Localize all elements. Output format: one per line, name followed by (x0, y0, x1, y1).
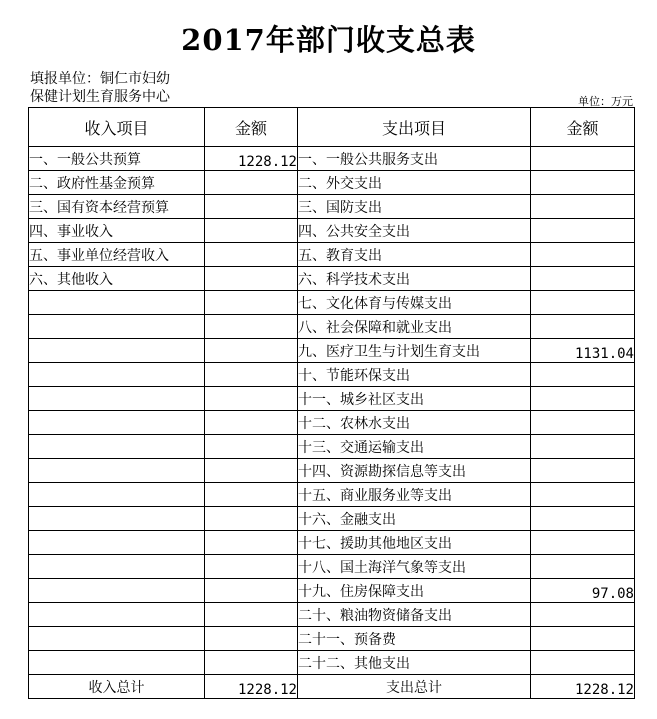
table-row (29, 195, 635, 219)
income-amount-cell (205, 291, 298, 315)
expense-amount-cell (531, 507, 635, 531)
table-row (29, 387, 635, 411)
income-item-cell (29, 315, 205, 339)
income-item-cell: 一、一般公共预算 (29, 147, 205, 171)
income-item-cell: 六、其他收入 (29, 267, 205, 291)
page-title: 2017年部门收支总表 (181, 23, 476, 57)
reporting-unit (30, 70, 170, 106)
income-item-cell (29, 291, 205, 315)
table-row (29, 219, 635, 243)
expense-total-label: 支出总计 (298, 675, 531, 699)
expense-amount-cell (531, 267, 635, 291)
expense-total-amount: 1228.12 (531, 675, 635, 699)
income-item-cell: 三、国有资本经营预算 (29, 195, 205, 219)
income-amount-cell: 1228.12 (205, 147, 298, 171)
income-item-cell (29, 459, 205, 483)
income-amount-cell (205, 435, 298, 459)
income-item-cell: 二、政府性基金预算 (29, 171, 205, 195)
table-body (29, 147, 635, 675)
income-amount-cell (205, 267, 298, 291)
expense-amount-cell (531, 315, 635, 339)
income-item-cell (29, 603, 205, 627)
table-row (29, 315, 635, 339)
income-amount-cell (205, 315, 298, 339)
table-row (29, 507, 635, 531)
expense-item-cell: 三、国防支出 (298, 195, 531, 219)
expense-item-cell: 一、一般公共服务支出 (298, 147, 531, 171)
table-row (29, 627, 635, 651)
income-amount-cell (205, 219, 298, 243)
expense-amount-cell (531, 555, 635, 579)
expense-amount-cell (531, 363, 635, 387)
expense-amount-cell (531, 531, 635, 555)
income-item-cell (29, 435, 205, 459)
income-amount-cell (205, 651, 298, 675)
income-amount-cell (205, 627, 298, 651)
income-amount-cell (205, 555, 298, 579)
income-item-cell: 五、事业单位经营收入 (29, 243, 205, 267)
table-row (29, 579, 635, 603)
income-item-cell (29, 627, 205, 651)
income-item-cell (29, 555, 205, 579)
expense-item-cell: 二十、粮油物资储备支出 (298, 603, 531, 627)
income-total-label: 收入总计 (29, 675, 205, 699)
income-amount-cell (205, 243, 298, 267)
table-row (29, 603, 635, 627)
reporting-unit-line-1: 填报单位：铜仁市妇幼 (30, 71, 170, 87)
expense-amount-cell (531, 219, 635, 243)
income-amount-cell (205, 411, 298, 435)
income-item-cell (29, 339, 205, 363)
expense-amount-cell (531, 411, 635, 435)
expense-amount-cell (531, 195, 635, 219)
expense-amount-cell (531, 147, 635, 171)
header-expense-amount: 金额 (531, 108, 635, 147)
income-amount-cell (205, 483, 298, 507)
income-amount-cell (205, 195, 298, 219)
income-item-cell (29, 651, 205, 675)
header-income-item: 收入项目 (29, 108, 205, 147)
expense-item-cell: 五、教育支出 (298, 243, 531, 267)
expense-amount-cell (531, 651, 635, 675)
table-row (29, 291, 635, 315)
expense-item-cell: 六、科学技术支出 (298, 267, 531, 291)
expense-item-cell: 十八、国土海洋气象等支出 (298, 555, 531, 579)
expense-amount-cell (531, 171, 635, 195)
budget-summary-table (28, 107, 635, 699)
expense-amount-cell (531, 243, 635, 267)
income-item-cell (29, 579, 205, 603)
table-row (29, 411, 635, 435)
income-item-cell (29, 387, 205, 411)
expense-amount-cell (531, 483, 635, 507)
expense-item-cell: 二、外交支出 (298, 171, 531, 195)
income-amount-cell (205, 363, 298, 387)
income-item-cell (29, 507, 205, 531)
income-amount-cell (205, 459, 298, 483)
table-row (29, 555, 635, 579)
income-total-amount: 1228.12 (205, 675, 298, 699)
table-row (29, 171, 635, 195)
expense-amount-cell (531, 435, 635, 459)
expense-item-cell: 八、社会保障和就业支出 (298, 315, 531, 339)
income-amount-cell (205, 387, 298, 411)
table-row (29, 267, 635, 291)
expense-item-cell: 七、文化体育与传媒支出 (298, 291, 531, 315)
expense-item-cell: 十四、资源勘探信息等支出 (298, 459, 531, 483)
table-row (29, 459, 635, 483)
expense-amount-cell (531, 459, 635, 483)
expense-item-cell: 十七、援助其他地区支出 (298, 531, 531, 555)
expense-item-cell: 十三、交通运输支出 (298, 435, 531, 459)
table-row (29, 483, 635, 507)
income-amount-cell (205, 171, 298, 195)
table-row (29, 243, 635, 267)
income-item-cell (29, 531, 205, 555)
income-amount-cell (205, 339, 298, 363)
expense-amount-cell: 97.08 (531, 579, 635, 603)
table-row (29, 435, 635, 459)
reporting-unit-line-2: 保健计划生育服务中心 (30, 89, 170, 105)
table-row (29, 339, 635, 363)
table-row (29, 363, 635, 387)
income-amount-cell (205, 507, 298, 531)
expense-item-cell: 十、节能环保支出 (298, 363, 531, 387)
expense-amount-cell (531, 387, 635, 411)
table-row (29, 651, 635, 675)
income-item-cell (29, 411, 205, 435)
income-amount-cell (205, 531, 298, 555)
expense-item-cell: 九、医疗卫生与计划生育支出 (298, 339, 531, 363)
income-amount-cell (205, 603, 298, 627)
table-row (29, 147, 635, 171)
expense-item-cell: 十六、金融支出 (298, 507, 531, 531)
income-item-cell (29, 483, 205, 507)
income-item-cell: 四、事业收入 (29, 219, 205, 243)
expense-item-cell: 四、公共安全支出 (298, 219, 531, 243)
table-header-row (29, 108, 635, 147)
income-amount-cell (205, 579, 298, 603)
expense-amount-cell (531, 627, 635, 651)
currency-unit-label: 单位：万元 (578, 95, 633, 108)
expense-amount-cell (531, 291, 635, 315)
income-item-cell (29, 363, 205, 387)
header-income-amount: 金额 (205, 108, 298, 147)
expense-item-cell: 十一、城乡社区支出 (298, 387, 531, 411)
header-expense-item: 支出项目 (298, 108, 531, 147)
expense-amount-cell: 1131.04 (531, 339, 635, 363)
expense-item-cell: 十二、农林水支出 (298, 411, 531, 435)
table-row (29, 531, 635, 555)
totals-row (29, 675, 635, 699)
expense-item-cell: 十九、住房保障支出 (298, 579, 531, 603)
expense-item-cell: 二十一、预备费 (298, 627, 531, 651)
expense-amount-cell (531, 603, 635, 627)
expense-item-cell: 十五、商业服务业等支出 (298, 483, 531, 507)
expense-item-cell: 二十二、其他支出 (298, 651, 531, 675)
